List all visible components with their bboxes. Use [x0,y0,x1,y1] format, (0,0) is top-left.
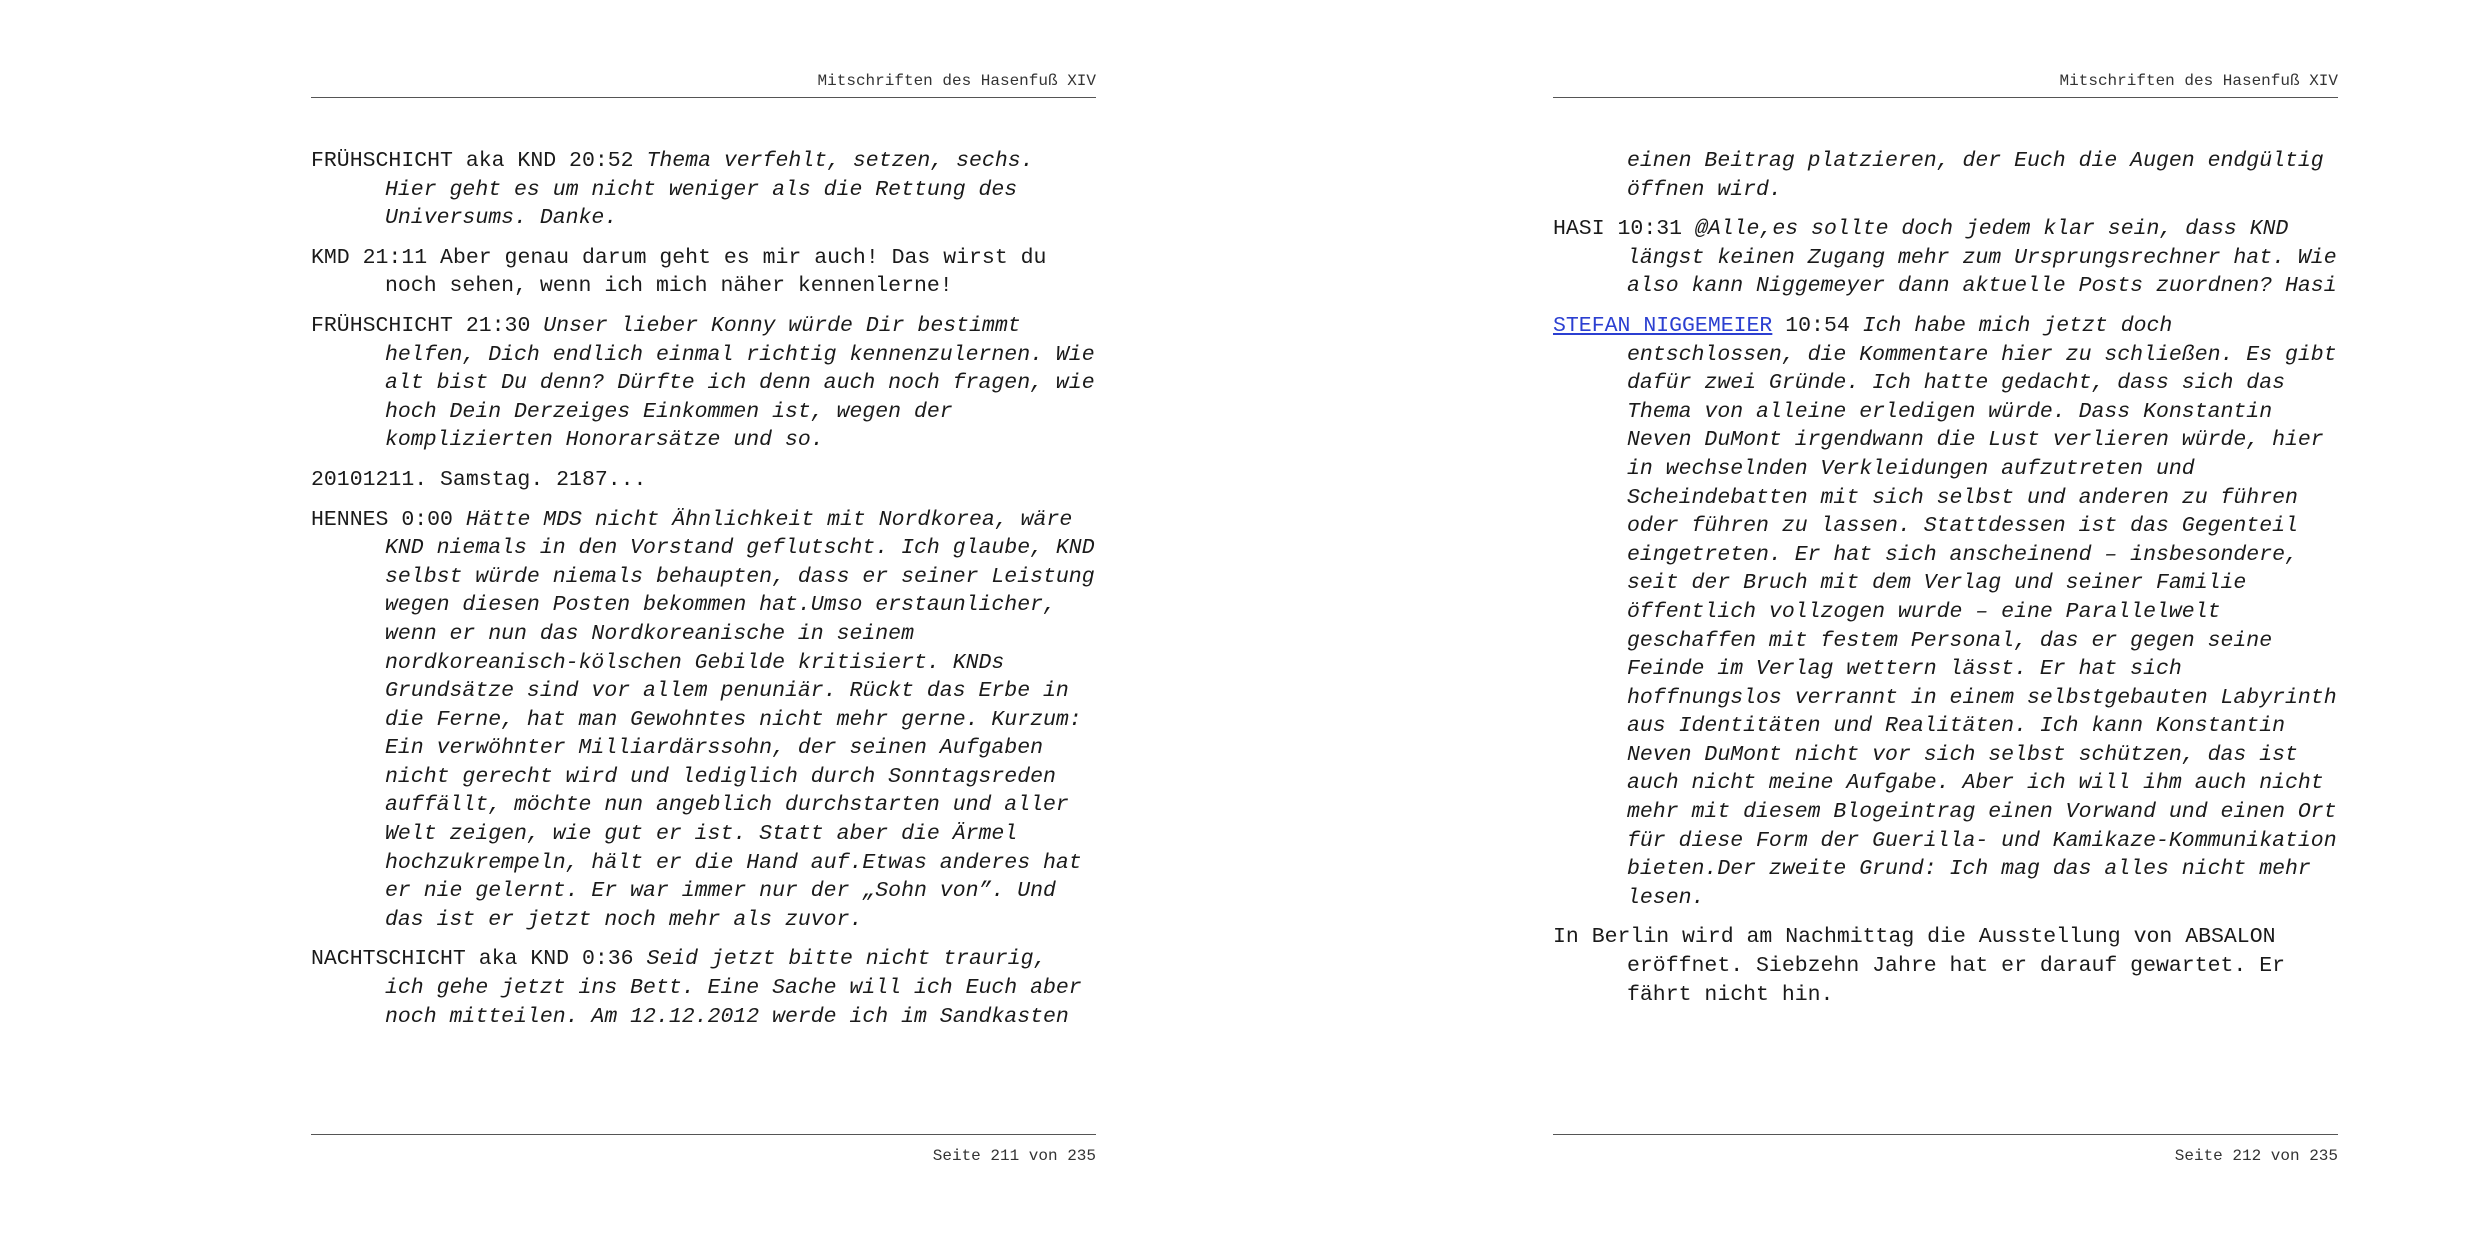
footer-rule [311,1134,1096,1135]
comment-author: FRÜHSCHICHT [311,313,453,338]
comment-time: 21:11 [362,245,428,270]
date-line [311,466,1096,495]
header-rule [1553,97,2338,98]
comment-entry [1553,215,2338,301]
comment-text: @Alle,es sollte doch jedem klar sein, dass KND längst keinen Zugang mehr zum Ursprungsrechner hat. Wie also kann Niggemeyer dann aktuelle Posts zuordnen? Hasi [1627,217,2337,299]
narrative-text: In Berlin wird am Nachmittag die Ausstellung von ABSALON eröffnet. Siebzehn Jahre hat er darauf gewartet. Er fährt nicht hin. [1553,925,2286,1007]
running-header: Mitschriften des Hasenfuß XIV [2059,72,2338,90]
comment-text: einen Beitrag platzieren, der Euch die Augen endgültig öffnen wird. [1627,149,2324,202]
comment-author: FRÜHSCHICHT aka KND [311,149,557,173]
comment-text: Hätte MDS nicht Ähnlichkeit mit Nordkorea, wäre KND niemals in den Vorstand geflutscht. Ich glaube, KND selbst würde niemals behaupten, dass er seiner Leistung wegen diesen Posten bekommen hat.Umso erstaunlicher, wenn er nun das Nordkoreanische in seinem nordkoreanisch-kölschen Gebilde kritisiert. KNDs Grundsätze sind vor allem penuniär. Rückt das Erbe in die Ferne, hat man Gewohntes nicht mehr gerne. Kurzum: Ein verwöhnter Milliardärssohn, der seinen Aufgaben nicht gerecht wird und lediglich durch Sonntagsreden auffällt, möchte nun angeblich durchstarten und aller Welt zeigen, wie gut er ist. Statt aber die Ärmel hochzukrempeln, hält er die Hand auf.Etwas anderes hat er nie gelernt. Er war immer nur der „Sohn von”. Und das ist er jetzt noch mehr als zuvor. [385,507,1095,932]
date-text: 20101211. Samstag. 2187... [311,467,647,492]
comment-text: Seid jetzt bitte nicht traurig, ich gehe jetzt ins Bett. Eine Sache will ich Euch aber noch mitteilen. Am 12.12.2012 werde ich im Sandkasten [385,947,1082,1029]
comment-entry [311,244,1096,301]
comment-time: 21:30 [465,313,531,338]
comment-text: Ich habe mich jetzt doch entschlossen, die Kommentare hier zu schließen. Es gibt dafür zwei Gründe. Ich hatte gedacht, dass sich das Thema von alleine erledigen würde. Dass Konstantin Neven DuMont irgendwann die Lust verlieren würde, hier in wechselnden Verkleidungen aufzutreten und Scheindebatten mit sich selbst und anderen zu führen oder führen zu lassen. Stattdessen ist das Gegenteil eingetreten. Er hat sich anscheinend – insbesondere, seit der Bruch mit dem Verlag und seiner Familie öffentlich vollzogen wurde – eine Parallelwelt geschaffen mit festem Personal, das er gegen seine Feinde im Verlag wettern lässt. Er hat sich hoffnungslos verrannt in einem selbstgebauten Labyrinth aus Identitäten und Realitäten. Ich kann Konstantin Neven DuMont nicht vor sich selbst schützen, das ist auch nicht meine Aufgabe. Aber ich will ihm auch nicht mehr mit diesem Blogeintrag einen Vorwand und einen Ort für diese Form der Guerilla- und Kamikaze-Kommunikation bieten.Der zweite Grund: Ich mag das alles nicht mehr lesen. [1627,313,2337,910]
page-number: Seite 212 von 235 [2174,1147,2338,1165]
comment-text: Thema verfehlt, setzen, sechs. Hier geht es um nicht weniger als die Rettung des Universums. Danke. [385,149,1034,231]
comment-time: 10:54 [1785,313,1850,338]
footer-rule [1553,1134,2338,1135]
comment-text: Unser lieber Konny würde Dir bestimmt helfen, Dich endlich einmal richtig kennenzulernen. Wie alt bist Du denn? Dürfte ich denn auch noch fragen, wie hoch Dein Derzeiges Einkommen ist, wegen der komplizierten Honorarsätze und so. [385,313,1095,453]
comment-entry [311,506,1096,935]
running-header: Mitschriften des Hasenfuß XIV [817,72,1096,90]
comment-entry [311,312,1096,455]
comment-author: HASI [1553,217,1605,242]
comment-time: 0:36 [581,947,634,972]
left-page [311,0,1096,1240]
page-body [311,147,1096,1042]
page-number: Seite 211 von 235 [932,1147,1096,1165]
comment-author: HENNES [311,507,389,532]
page-body [1553,147,2338,1020]
comment-time: 20:52 [569,149,634,173]
comment-author: KMD [311,245,350,270]
narrative-line [1553,923,2338,1009]
comment-author: NACHTSCHICHT aka KND [311,947,570,972]
comment-entry [311,147,1096,233]
comment-entry [1553,312,2338,912]
comment-text: Aber genau darum geht es mir auch! Das wirst du noch sehen, wenn ich mich näher kennenlerne! [385,245,1047,299]
comment-time: 0:00 [401,507,453,532]
comment-time: 10:31 [1617,217,1683,242]
right-page [1553,0,2338,1240]
continued-comment [1553,147,2338,204]
header-rule [311,97,1096,98]
comment-entry [311,945,1096,1031]
author-link[interactable]: STEFAN NIGGEMEIER [1553,313,1773,338]
